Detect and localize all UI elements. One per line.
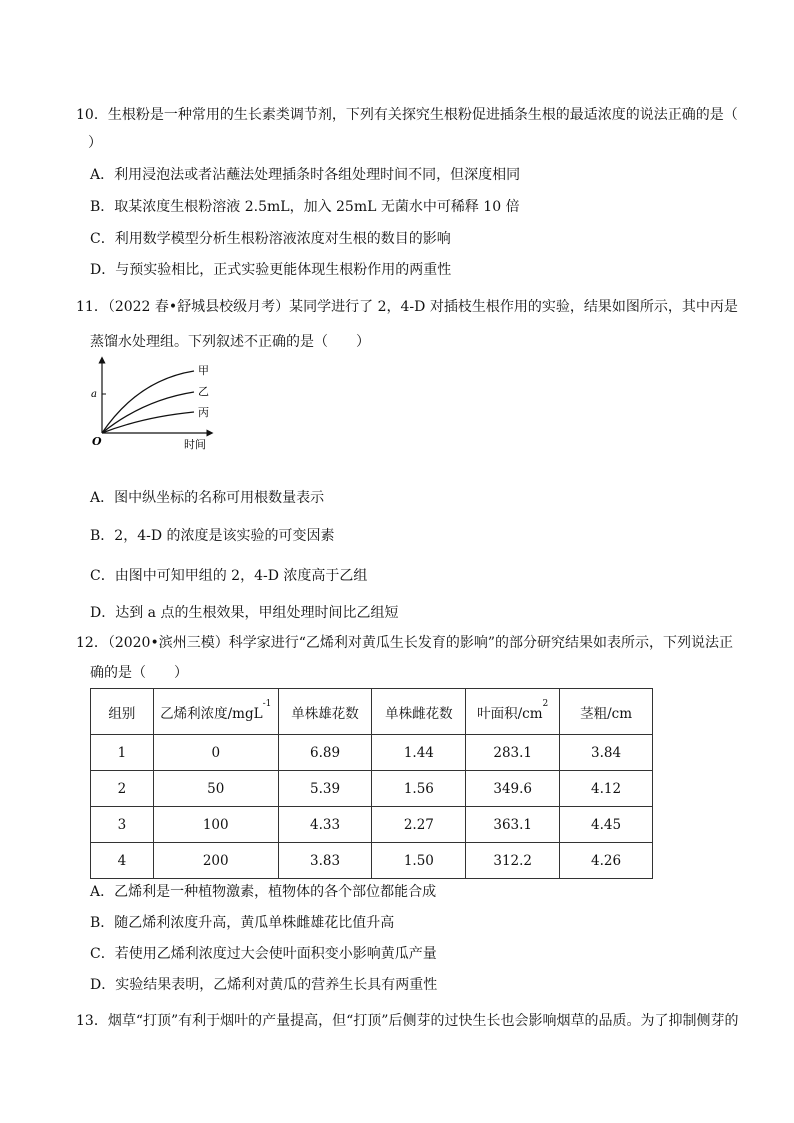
table-cell: 50	[153, 771, 278, 807]
table-cell: 1.50	[372, 843, 466, 879]
table-cell: 3	[91, 807, 154, 843]
table-cell: 1.44	[372, 735, 466, 771]
curve-label-bing: 丙	[198, 406, 209, 419]
table-cell: 312.2	[466, 843, 560, 879]
table-row	[91, 771, 653, 807]
q12-stem: 12．（2020•滨州三模）科学家进行“乙烯利对黄瓜生长发育的影响”的部分研究结果如表所示，下列说法正	[76, 635, 734, 651]
q10-option-b: B．取某浓度生根粉溶液 2.5mL，加入 25mL 无菌水中可稀释 10 倍	[90, 199, 520, 215]
table-cell: 3.84	[560, 735, 653, 771]
q10-option-c: C．利用数学模型分析生根粉溶液浓度对生根的数目的影响	[90, 231, 451, 247]
q10-option-d: D．与预实验相比，正式实验更能体现生根粉作用的两重性	[90, 262, 452, 278]
q12-stem-continued: 确的是（ ）	[90, 665, 188, 681]
q11-growth-graph	[88, 355, 218, 450]
table-cell: 4	[91, 843, 154, 879]
x-axis-label: 时间	[184, 438, 206, 450]
q11-option-b: B．2，4-D 的浓度是该实验的可变因素	[90, 528, 335, 544]
table-cell: 5.39	[278, 771, 372, 807]
header-group: 组别	[91, 689, 154, 735]
table-row	[91, 735, 653, 771]
q10-option-a: A．利用浸泡法或者沾蘸法处理插条时各组处理时间不同，但深度相同	[90, 167, 521, 183]
q11-stem-continued: 蒸馏水处理组。下列叙述不正确的是（ ）	[90, 334, 370, 350]
table-cell: 100	[153, 807, 278, 843]
table-cell: 200	[153, 843, 278, 879]
q11-option-a: A．图中纵坐标的名称可用根数量表示	[90, 490, 325, 506]
header-female-flowers: 单株雌花数	[372, 689, 466, 735]
table-cell: 1.56	[372, 771, 466, 807]
table-cell: 1	[91, 735, 154, 771]
q12-option-d: D．实验结果表明，乙烯利对黄瓜的营养生长具有两重性	[90, 977, 438, 993]
origin-label: O	[92, 435, 102, 448]
q12-option-b: B．随乙烯利浓度升高，黄瓜单株雌雄花比值升高	[90, 915, 395, 931]
table-cell: 4.45	[560, 807, 653, 843]
table-cell: 4.26	[560, 843, 653, 879]
table-row	[91, 807, 653, 843]
q12-option-a: A．乙烯利是一种植物激素，植物体的各个部位都能合成	[90, 884, 437, 900]
table-cell: 283.1	[466, 735, 560, 771]
curve-yi	[102, 392, 194, 433]
q10-stem: 10．生根粉是一种常用的生长素类调节剂，下列有关探究生根粉促进插条生根的最适浓度的说法正确的是（	[76, 107, 738, 123]
table-cell: 4.12	[560, 771, 653, 807]
table-cell: 6.89	[278, 735, 372, 771]
curve-label-jia: 甲	[198, 364, 209, 377]
q11-option-c: C．由图中可知甲组的 2，4-D 浓度高于乙组	[90, 568, 368, 584]
table-header-row	[91, 689, 653, 735]
curve-jia	[102, 371, 194, 433]
q11-option-d: D．达到 a 点的生根效果，甲组处理时间比乙组短	[90, 605, 399, 621]
header-male-flowers: 单株雄花数	[278, 689, 372, 735]
table-cell: 2	[91, 771, 154, 807]
table-cell: 349.6	[466, 771, 560, 807]
header-concentration: 乙烯利浓度/mgL$^{-1}$	[153, 689, 278, 735]
table-cell: 3.83	[278, 843, 372, 879]
table-cell: 4.33	[278, 807, 372, 843]
curve-label-yi: 乙	[198, 385, 209, 398]
q11-stem: 11．（2022 春•舒城县校级月考）某同学进行了 2，4-D 对插枝生根作用的实验，结果如图所示，其中丙是	[76, 299, 738, 315]
header-stem-diameter: 茎粗/cm	[560, 689, 653, 735]
header-leaf-area: 叶面积$/cm^2$	[466, 689, 560, 735]
y-mark-a: a	[91, 389, 97, 400]
table-cell: 2.27	[372, 807, 466, 843]
q12-data-table	[90, 688, 653, 879]
q12-option-c: C．若使用乙烯利浓度过大会使叶面积变小影响黄瓜产量	[90, 946, 437, 962]
table-cell: 363.1	[466, 807, 560, 843]
q10-stem-end: ）	[88, 135, 102, 151]
table-cell: 0	[153, 735, 278, 771]
table-row	[91, 843, 653, 879]
q13-stem: 13．烟草“打顶”有利于烟叶的产量提高，但“打顶”后侧芽的过快生长也会影响烟草的品质。为了抑制侧芽的	[76, 1013, 739, 1029]
